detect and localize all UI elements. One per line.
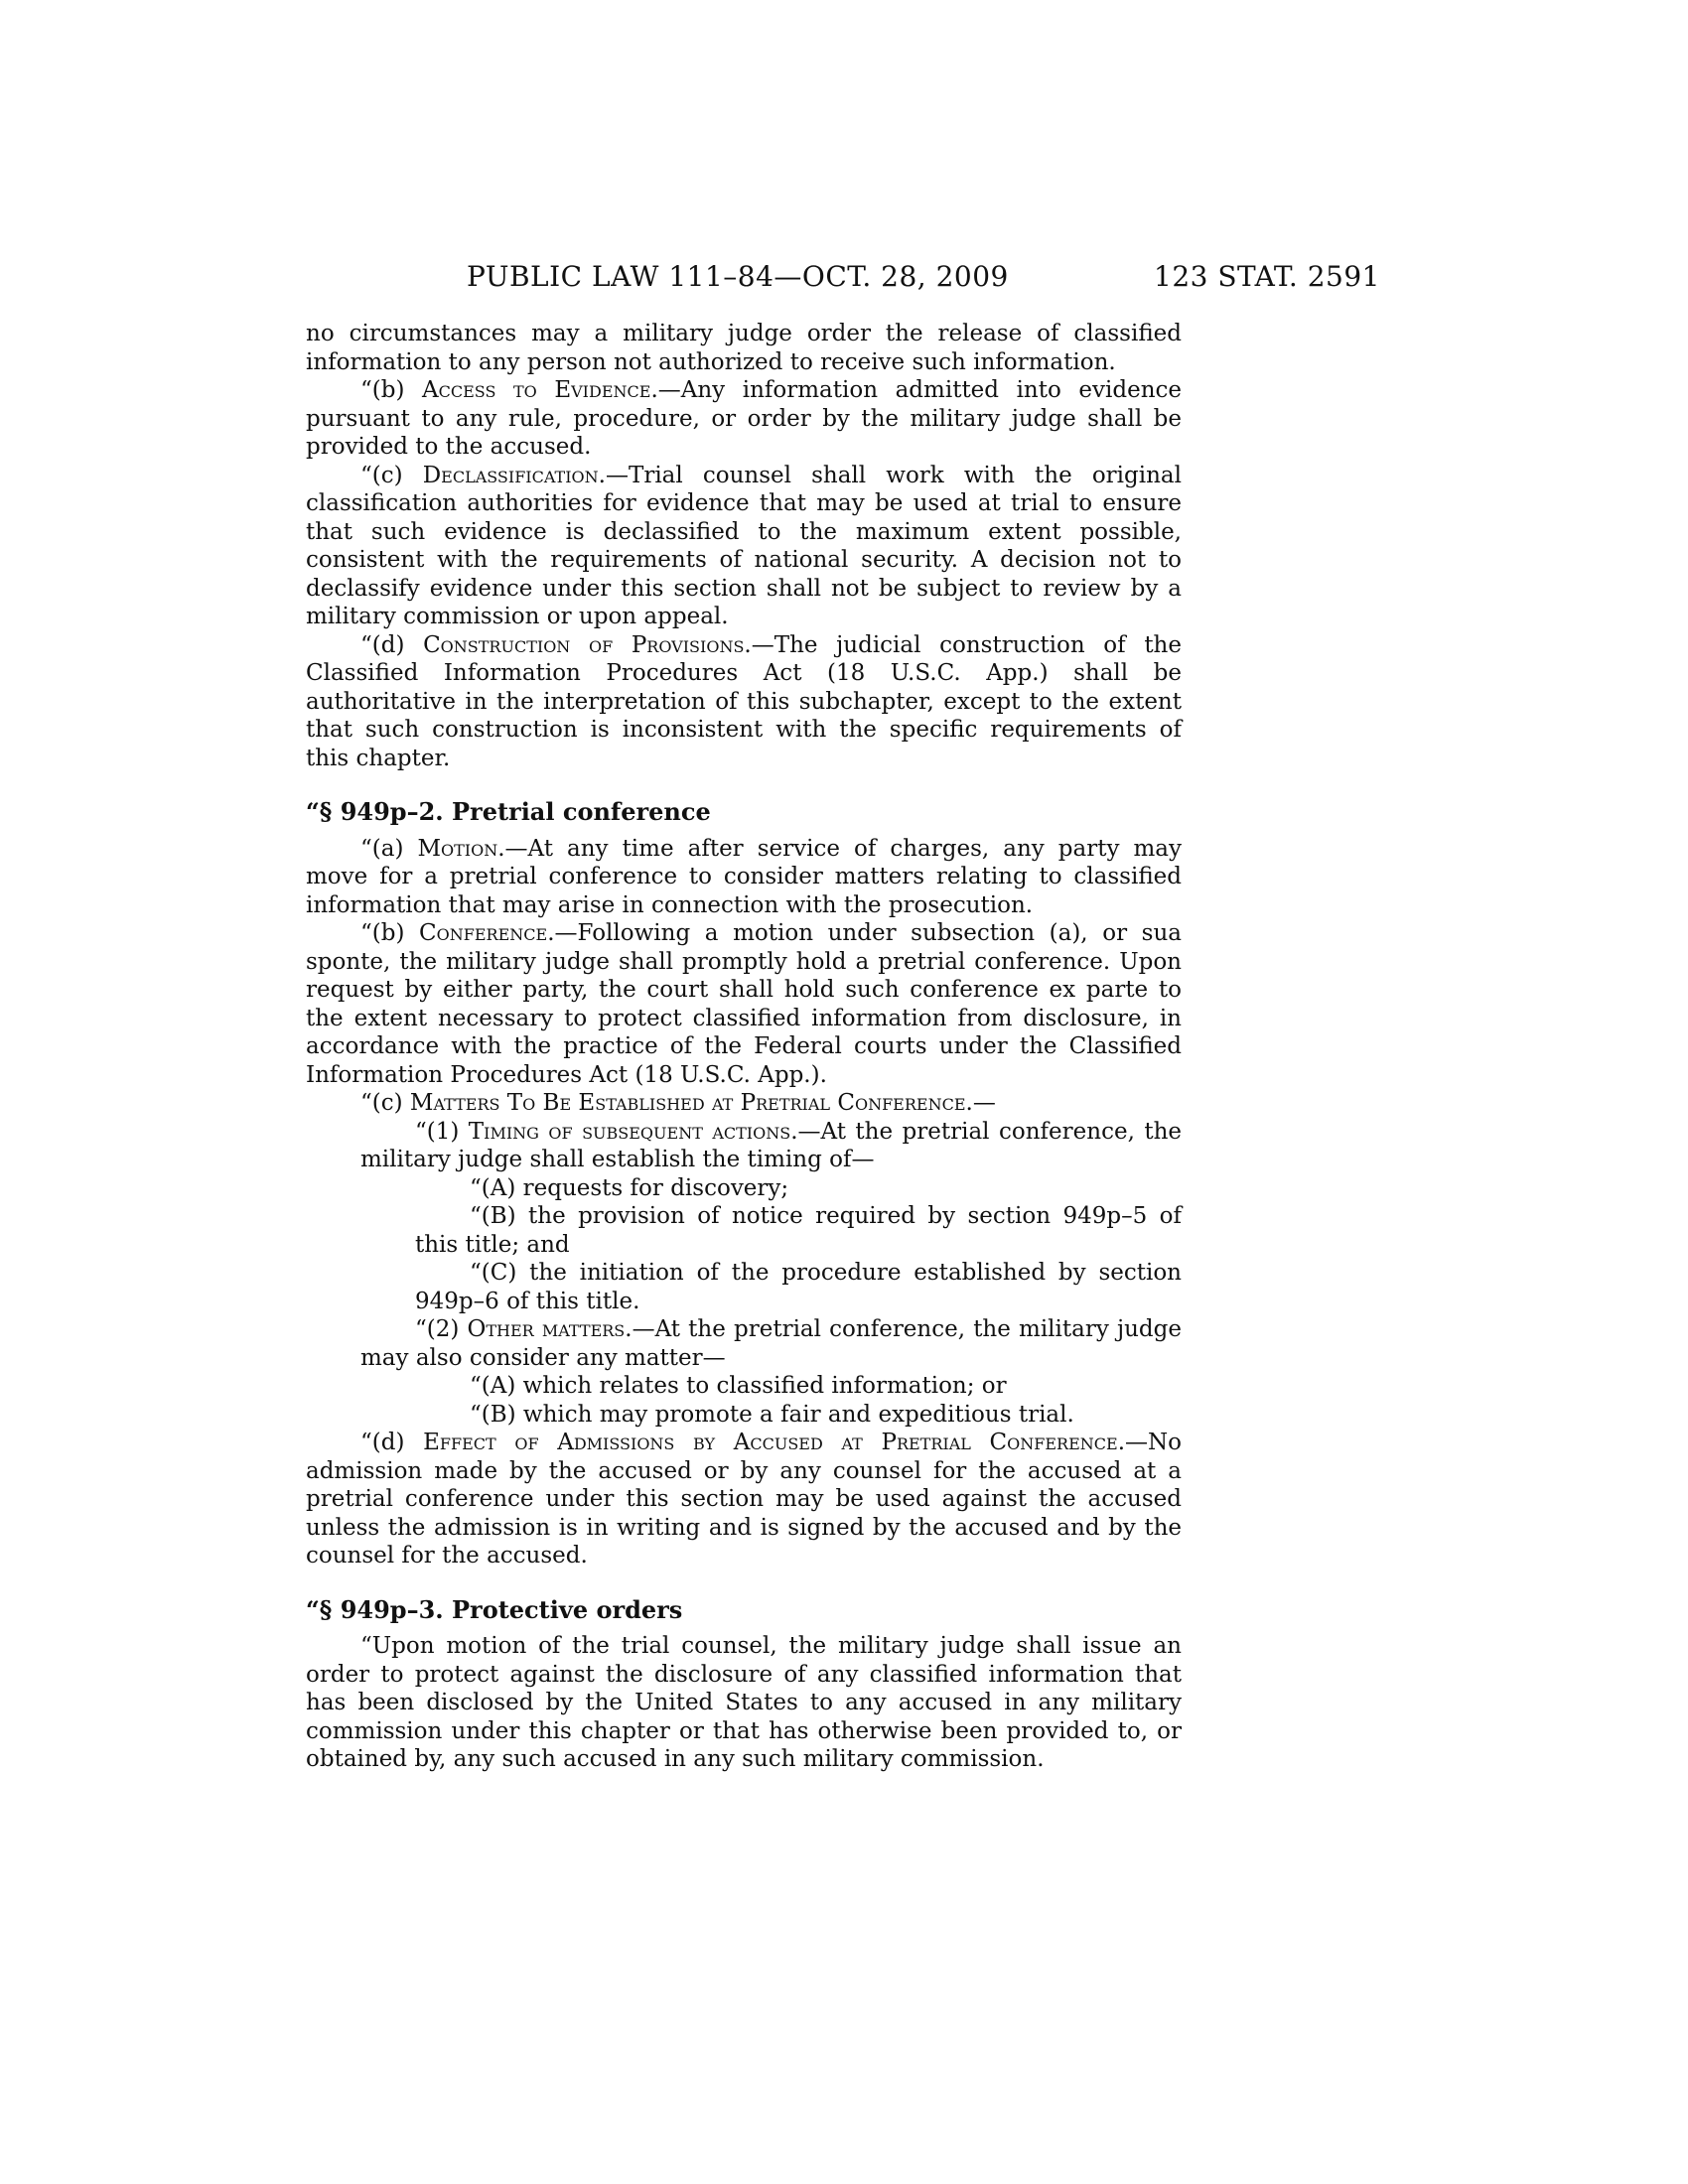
- public-law-citation: PUBLIC LAW 111–84—OCT. 28, 2009: [467, 260, 1009, 293]
- section-heading-949p2: “§ 949p–2. Pretrial conference: [306, 797, 711, 826]
- subsection-949p1-d: “(d) Construction of Provisions.—The judicial construction of the Classified Information Procedures Act (18 U.S.C. App.) shall be authoritative in the interpretation of this subchapter, except to the extent that such construction is inconsistent with the specific requirements of this chapter.: [306, 631, 1182, 771]
- subparagraph-949p2-c1A: “(A) requests for discovery;: [470, 1174, 789, 1201]
- subsection-949p1-c: “(c) Declassification.—Trial counsel shall work with the original classification authorities for evidence that may be used at trial to ensure that such evidence is declassified to the maximum extent possible, consistent with the requirements of national security. A decision not to declassify evidence under this section shall not be subject to review by a military commission or upon appeal.: [306, 462, 1182, 629]
- paragraph-heading: Timing of subsequent actions: [468, 1118, 791, 1145]
- paragraph-continuation: no circumstances may a military judge order the release of classified information to any person not authorized to receive such information.: [306, 321, 1182, 375]
- subsection-949p2-a: “(a) Motion.—At any time after service of charges, any party may move for a pretrial conference to consider matters relating to classified information that may arise in connection with the prosecution.: [306, 835, 1182, 918]
- subsection-heading: Declassification: [422, 462, 599, 488]
- page-header: [467, 260, 1380, 300]
- paragraph-949p2-c2: “(2) Other matters.—At the pretrial conference, the military judge may also consider any matter—: [360, 1316, 1182, 1371]
- section-heading-949p3: “§ 949p–3. Protective orders: [306, 1594, 683, 1624]
- subparagraph-949p2-c1C: “(C) the initiation of the procedure established by section 949p–6 of this title.: [415, 1260, 1182, 1314]
- subparagraph-949p2-c2A: “(A) which relates to classified information; or: [470, 1373, 1007, 1399]
- section-949p3-text: “Upon motion of the trial counsel, the military judge shall issue an order to protect against the disclosure of any classified information that has been disclosed by the United States to any accused in any military commission under this chapter or that has otherwise been provided to, or obtained by, any such accused in any such military commission.: [306, 1633, 1182, 1772]
- statute-page-number: 123 STAT. 2591: [1154, 260, 1380, 293]
- subsection-949p2-d: “(d) Effect of Admissions by Accused at Pretrial Conference.—No admission made by the accused or by any counsel for the accused at a pretrial conference under this section may be used against the accused unless the admission is in writing and is signed by the accused and by the counsel for the accused.: [306, 1430, 1182, 1569]
- subsection-heading: Motion: [417, 835, 498, 862]
- subparagraph-949p2-c1B: “(B) the provision of notice required by section 949p–5 of this title; and: [415, 1203, 1182, 1258]
- subsection-949p1-b: “(b) Access to Evidence.—Any information admitted into evidence pursuant to any rule, procedure, or order by the military judge shall be provided to the accused.: [306, 377, 1183, 460]
- subsection-949p2-c: “(c) Matters To Be Established at Pretrial Conference.—: [360, 1090, 996, 1116]
- paragraph-heading: Other matters: [467, 1316, 626, 1342]
- subsection-heading: Conference: [419, 920, 548, 946]
- subsection-heading: Construction of Provisions: [423, 631, 745, 658]
- subparagraph-949p2-c2B: “(B) which may promote a fair and expeditious trial.: [470, 1401, 1074, 1428]
- subsection-heading: Matters To Be Established at Pretrial Conference: [409, 1090, 966, 1116]
- subsection-949p2-b: “(b) Conference.—Following a motion under subsection (a), or sua sponte, the military judge shall promptly hold a pretrial conference. Upon request by either party, the court shall hold such conference ex parte to the extent necessary to protect classified information from disclosure, in accordance with the practice of the Federal courts under the Classified Information Procedures Act (18 U.S.C. App.).: [306, 920, 1182, 1088]
- subsection-heading: Access to Evidence: [422, 377, 651, 403]
- paragraph-949p2-c1: “(1) Timing of subsequent actions.—At the pretrial conference, the military judge shall establish the timing of—: [360, 1118, 1182, 1172]
- document-body: [306, 320, 1182, 1774]
- subsection-heading: Effect of Admissions by Accused at Pretrial Conference: [423, 1430, 1118, 1455]
